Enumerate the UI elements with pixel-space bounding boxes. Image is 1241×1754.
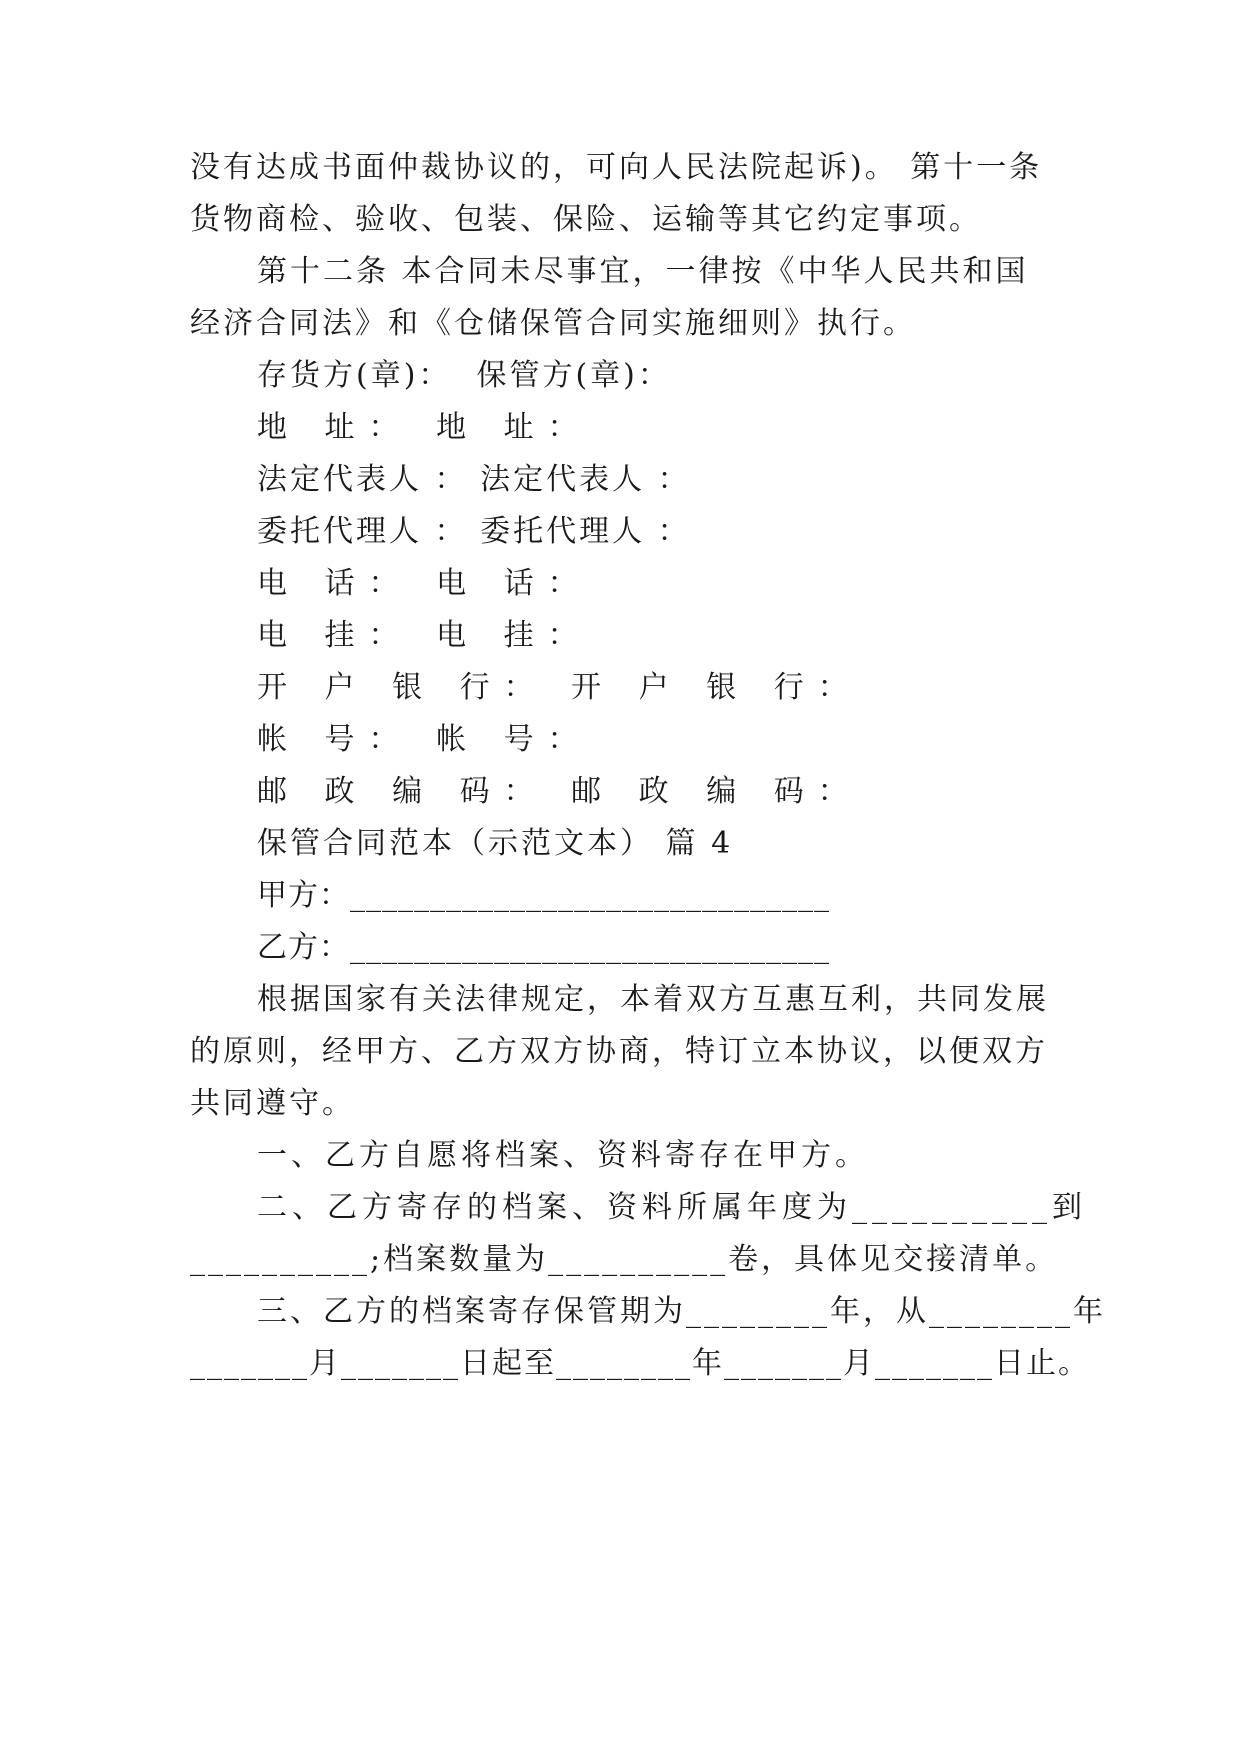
signature-representative-line: 法定代表人 ： 法定代表人 ： (257, 462, 691, 497)
signature-bank-line: 开 户 银 行： 开 户 银 行： (257, 670, 862, 705)
signature-telegram-line: 电 挂： 电 挂： (257, 618, 592, 653)
signature-address-line: 地 址： 地 址： (257, 410, 592, 445)
signature-account-line: 帐 号： 帐 号： (257, 722, 592, 757)
clause-1-line: 一、乙方自愿将档案、资料寄存在甲方。 (257, 1138, 869, 1173)
preamble-line: 的原则，经甲方、乙方双方协商，特订立本协议，以便双方 (190, 1034, 1048, 1069)
signature-postcode-line: 邮 政 编 码： 邮 政 编 码： (257, 774, 862, 809)
clause-2-line: __________;档案数量为__________卷，具体见交接清单。 (190, 1242, 1059, 1277)
party-a-line: 甲方：______________________________ (257, 878, 830, 913)
signature-party-line: 存货方(章)： 保管方(章)： (257, 358, 671, 393)
preamble-line: 共同遵守。 (190, 1086, 355, 1121)
body-line: 没有达成书面仲裁协议的，可向人民法院起诉)。 第十一条 (190, 150, 1043, 185)
signature-agent-line: 委托代理人 ： 委托代理人 ： (257, 514, 691, 549)
clause-3-line: 三、乙方的档案寄存保管期为________年，从________年 (257, 1294, 1106, 1329)
section-title: 保管合同范本（示范文本） 篇 4 (257, 826, 734, 861)
body-line: 经济合同法》和《仓储保管合同实施细则》执行。 (190, 306, 916, 341)
clause-2-line: 二、乙方寄存的档案、资料所属年度为__________到 (257, 1190, 1087, 1225)
clause-3-line: _______月_______日起至________年_______月_______日止。 (190, 1346, 1090, 1381)
signature-phone-line: 电 话： 电 话： (257, 566, 592, 601)
body-line: 货物商检、验收、包装、保险、运输等其它约定事项。 (190, 202, 982, 237)
preamble-line: 根据国家有关法律规定，本着双方互惠互利，共同发展 (257, 982, 1049, 1017)
party-b-line: 乙方：______________________________ (257, 930, 830, 965)
article-12-line: 第十二条 本合同未尽事宜，一律按《中华人民共和国 (257, 254, 1029, 289)
